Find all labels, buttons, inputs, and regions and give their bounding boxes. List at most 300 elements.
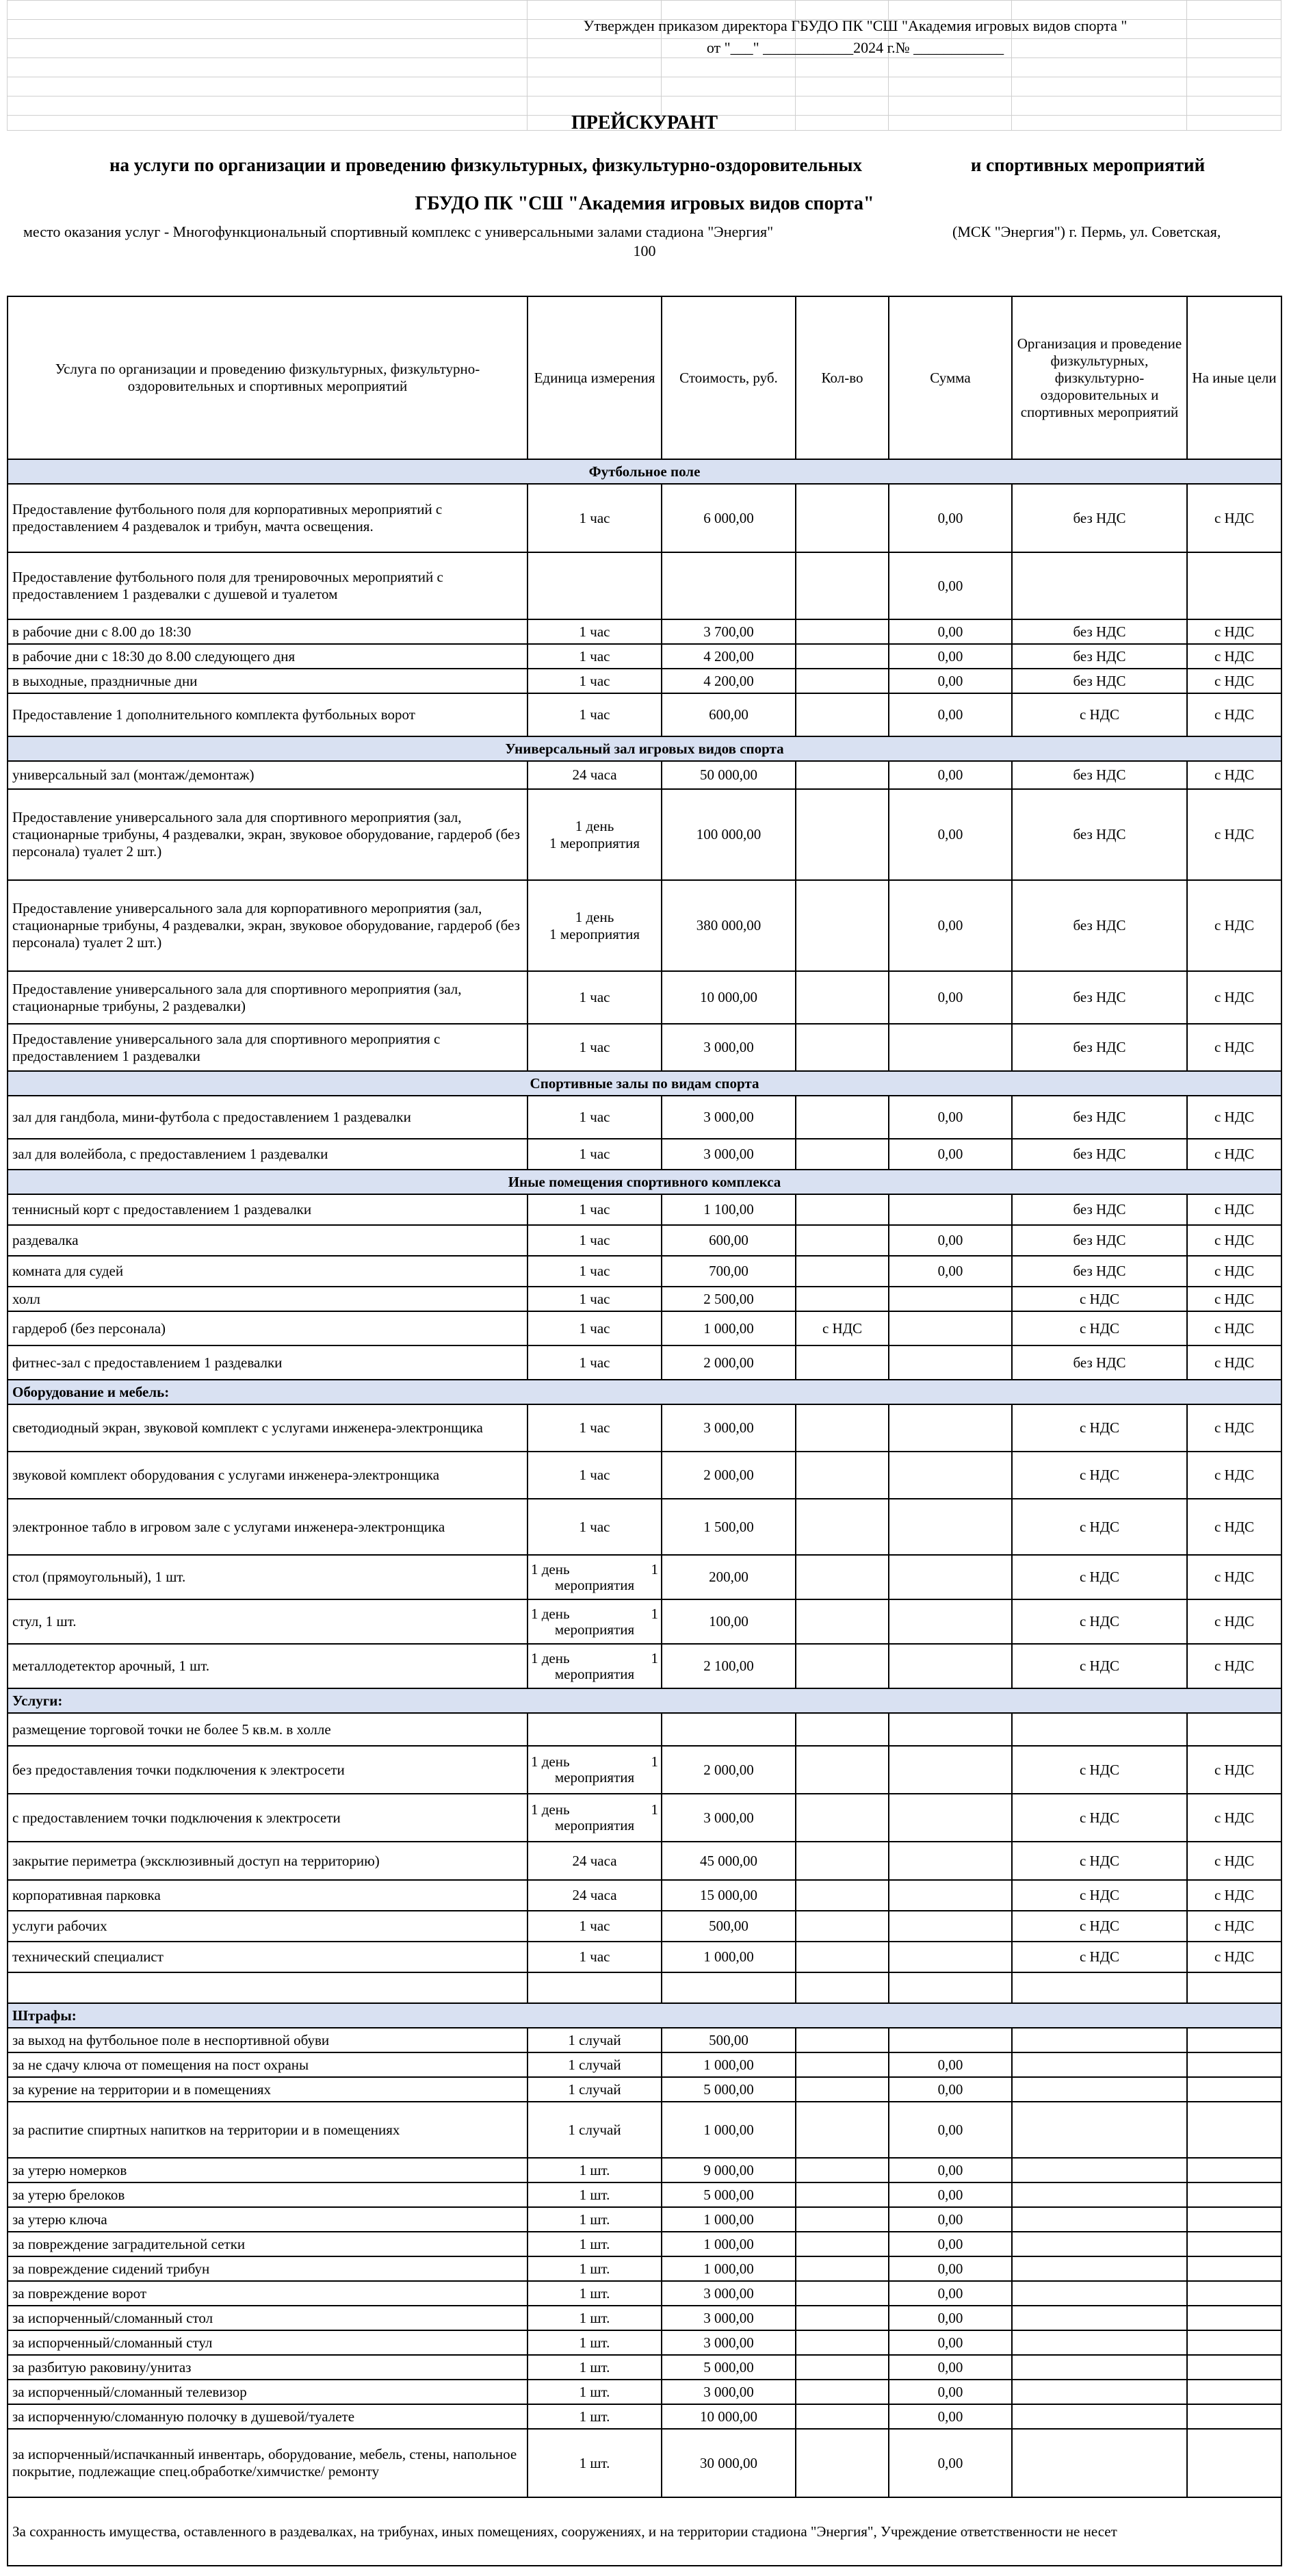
- cell-price: 15 000,00: [662, 1880, 796, 1911]
- cell-org: [1012, 2380, 1187, 2404]
- cell-name: зал для гандбола, мини-футбола с предоставлением 1 раздевалки: [8, 1096, 528, 1139]
- cell-other: с НДС: [1187, 1644, 1281, 1688]
- cell-price: 4 200,00: [662, 669, 796, 693]
- cell-org: [1012, 2306, 1187, 2330]
- cell-qty: [796, 1139, 889, 1170]
- cell-other: с НДС: [1187, 1404, 1281, 1452]
- cell-unit: 24 часа: [528, 761, 662, 789]
- cell-price: 5 000,00: [662, 2355, 796, 2380]
- cell-qty: [796, 1713, 889, 1746]
- cell-qty: [796, 789, 889, 880]
- cell-other: с НДС: [1187, 1194, 1281, 1225]
- cell-name: за утерю брелоков: [8, 2182, 528, 2207]
- table-row: [8, 2256, 1281, 2281]
- cell-name: гардероб (без персонала): [8, 1311, 528, 1345]
- cell-unit: 24 часа: [528, 1880, 662, 1911]
- cell-other: с НДС: [1187, 1746, 1281, 1794]
- table-row: [8, 1880, 1281, 1911]
- cell-qty: [796, 669, 889, 693]
- cell-qty: [796, 2380, 889, 2404]
- cell-org: без НДС: [1012, 484, 1187, 552]
- cell-qty: [796, 1599, 889, 1644]
- place-line-1: место оказания услуг - Многофункциональный спортивный комплекс с универсальными залами стадиона "Энергия": [23, 223, 774, 240]
- cell-other: с НДС: [1187, 761, 1281, 789]
- cell-name: за испорченный/сломанный стул: [8, 2330, 528, 2355]
- cell-sum: 0,00: [889, 2102, 1012, 2158]
- cell-other: [1187, 2306, 1281, 2330]
- table-row: [8, 1555, 1281, 1599]
- cell-unit: [528, 1972, 662, 2003]
- cell-other: с НДС: [1187, 1452, 1281, 1499]
- cell-sum: [889, 1713, 1012, 1746]
- cell-other: с НДС: [1187, 1139, 1281, 1170]
- cell-sum: [889, 2028, 1012, 2052]
- cell-sum: 0,00: [889, 1256, 1012, 1287]
- cell-other: [1187, 2355, 1281, 2380]
- cell-sum: 0,00: [889, 2306, 1012, 2330]
- cell-sum: 0,00: [889, 669, 1012, 693]
- cell-price: 9 000,00: [662, 2158, 796, 2182]
- table-row: [8, 1499, 1281, 1555]
- cell-price: 2 000,00: [662, 1746, 796, 1794]
- cell-price: 4 200,00: [662, 644, 796, 669]
- cell-name: в рабочие дни с 8.00 до 18:30: [8, 619, 528, 644]
- table-row: [8, 1452, 1281, 1499]
- cell-sum: 0,00: [889, 789, 1012, 880]
- cell-org: [1012, 2158, 1187, 2182]
- cell-name: Предоставление футбольного поля для тренировочных мероприятий с предоставлением 1 раздевалки с душевой и туалетом: [8, 552, 528, 619]
- cell-sum: 0,00: [889, 2281, 1012, 2306]
- table-row: [8, 2404, 1281, 2429]
- cell-sum: [889, 1942, 1012, 1972]
- cell-price: 1 000,00: [662, 2232, 796, 2256]
- cell-org: [1012, 552, 1187, 619]
- cell-price: 500,00: [662, 2028, 796, 2052]
- cell-other: [1187, 2158, 1281, 2182]
- cell-sum: 0,00: [889, 2182, 1012, 2207]
- cell-price: 1 000,00: [662, 2102, 796, 2158]
- cell-sum: 0,00: [889, 2077, 1012, 2102]
- cell-org: с НДС: [1012, 1794, 1187, 1842]
- cell-name: за не сдачу ключа от помещения на пост охраны: [8, 2052, 528, 2077]
- cell-name: фитнес-зал с предоставлением 1 раздевалки: [8, 1345, 528, 1380]
- cell-qty: [796, 761, 889, 789]
- cell-name: за утерю номерков: [8, 2158, 528, 2182]
- cell-name: за повреждение сидений трибун: [8, 2256, 528, 2281]
- cell-unit: 1 день 1 мероприятия: [528, 1746, 662, 1794]
- cell-qty: [796, 2306, 889, 2330]
- cell-other: с НДС: [1187, 1345, 1281, 1380]
- cell-name: Предоставление универсального зала для спортивного мероприятия (зал, стационарные трибуны, 4 раздевалки, экран, звуковое оборудование, гардероб (без персонала) туалет 2 шт.): [8, 789, 528, 880]
- cell-name: Предоставление футбольного поля для корпоративных мероприятий с предоставлением 4 раздевалок и трибун, мачта освещения.: [8, 484, 528, 552]
- cell-other: с НДС: [1187, 1942, 1281, 1972]
- table-row: [8, 1911, 1281, 1942]
- section-header: [8, 459, 1281, 484]
- cell-unit: 1 час: [528, 1404, 662, 1452]
- table-row: [8, 669, 1281, 693]
- cell-price: 3 000,00: [662, 2380, 796, 2404]
- cell-price: [662, 1713, 796, 1746]
- cell-unit: 1 час: [528, 1256, 662, 1287]
- cell-name: Предоставление 1 дополнительного комплекта футбольных ворот: [8, 693, 528, 736]
- cell-org: без НДС: [1012, 1225, 1187, 1256]
- table-row: [8, 2182, 1281, 2207]
- cell-price: 3 000,00: [662, 1794, 796, 1842]
- cell-org: без НДС: [1012, 669, 1187, 693]
- cell-other: [1187, 2182, 1281, 2207]
- cell-sum: [889, 1794, 1012, 1842]
- cell-sum: 0,00: [889, 1096, 1012, 1139]
- cell-org: [1012, 2256, 1187, 2281]
- cell-qty: [796, 1096, 889, 1139]
- cell-name: Предоставление универсального зала для спортивного мероприятия (зал, стационарные трибуны, 2 раздевалки): [8, 971, 528, 1024]
- table-row: [8, 2306, 1281, 2330]
- table-row: [8, 644, 1281, 669]
- cell-unit: 1 час: [528, 1452, 662, 1499]
- cell-qty: [796, 1555, 889, 1599]
- cell-sum: 0,00: [889, 2380, 1012, 2404]
- cell-sum: [889, 1972, 1012, 2003]
- cell-price: [662, 552, 796, 619]
- cell-unit: 1 день 1 мероприятия: [528, 1555, 662, 1599]
- cell-org: с НДС: [1012, 1499, 1187, 1555]
- cell-sum: [889, 1842, 1012, 1880]
- cell-other: [1187, 2380, 1281, 2404]
- cell-org: без НДС: [1012, 1256, 1187, 1287]
- cell-qty: [796, 1746, 889, 1794]
- cell-unit: 1 шт.: [528, 2256, 662, 2281]
- cell-unit: 1 шт.: [528, 2355, 662, 2380]
- cell-qty: [796, 1345, 889, 1380]
- cell-other: с НДС: [1187, 693, 1281, 736]
- cell-price: 3 700,00: [662, 619, 796, 644]
- cell-name: технический специалист: [8, 1942, 528, 1972]
- cell-org: без НДС: [1012, 789, 1187, 880]
- cell-unit: 1 шт.: [528, 2182, 662, 2207]
- section-title: Штрафы:: [8, 2003, 1281, 2028]
- cell-price: 600,00: [662, 693, 796, 736]
- table-row: [8, 2102, 1281, 2158]
- cell-price: 3 000,00: [662, 2330, 796, 2355]
- cell-unit: 1 день 1 мероприятия: [528, 789, 662, 880]
- cell-other: с НДС: [1187, 971, 1281, 1024]
- cell-sum: 0,00: [889, 2232, 1012, 2256]
- cell-unit: 1 шт.: [528, 2404, 662, 2429]
- footnote-row: [8, 2497, 1281, 2566]
- cell-unit: 1 час: [528, 1311, 662, 1345]
- cell-qty: [796, 2102, 889, 2158]
- cell-qty: [796, 2256, 889, 2281]
- cell-sum: [889, 1746, 1012, 1794]
- cell-qty: [796, 1842, 889, 1880]
- cell-price: 1 000,00: [662, 2052, 796, 2077]
- cell-sum: [889, 1499, 1012, 1555]
- cell-name: за испорченный/сломанный телевизор: [8, 2380, 528, 2404]
- cell-other: [1187, 552, 1281, 619]
- cell-name: услуги рабочих: [8, 1911, 528, 1942]
- cell-other: [1187, 2077, 1281, 2102]
- footnote: За сохранность имущества, оставленного в раздевалках, на трибунах, иных помещениях, сооружениях, и на территории стадиона "Энергия", Учреждение ответственности не несет: [8, 2497, 1281, 2566]
- cell-qty: [796, 2052, 889, 2077]
- cell-price: 1 000,00: [662, 2256, 796, 2281]
- table-row: [8, 1599, 1281, 1644]
- cell-qty: [796, 2077, 889, 2102]
- doc-subtitle-1: на услуги по организации и проведению физкультурных, физкультурно-оздоровительных: [109, 155, 862, 175]
- cell-other: с НДС: [1187, 1311, 1281, 1345]
- cell-price: 3 000,00: [662, 1404, 796, 1452]
- cell-price: 45 000,00: [662, 1842, 796, 1880]
- cell-org: с НДС: [1012, 1311, 1187, 1345]
- cell-sum: 0,00: [889, 2158, 1012, 2182]
- cell-unit: 1 день 1 мероприятия: [528, 1644, 662, 1688]
- cell-other: [1187, 2330, 1281, 2355]
- cell-sum: 0,00: [889, 2207, 1012, 2232]
- cell-org: [1012, 2232, 1187, 2256]
- cell-price: 3 000,00: [662, 2306, 796, 2330]
- section-title: Универсальный зал игровых видов спорта: [8, 736, 1281, 761]
- cell-unit: 1 случай: [528, 2102, 662, 2158]
- table-row: [8, 2077, 1281, 2102]
- section-header: [8, 1071, 1281, 1096]
- cell-qty: [796, 880, 889, 971]
- cell-name: корпоративная парковка: [8, 1880, 528, 1911]
- cell-name: раздевалка: [8, 1225, 528, 1256]
- cell-qty: [796, 971, 889, 1024]
- cell-price: 1 100,00: [662, 1194, 796, 1225]
- section-header: [8, 1170, 1281, 1194]
- cell-other: [1187, 2207, 1281, 2232]
- place-line-3: 100: [633, 242, 656, 259]
- cell-other: с НДС: [1187, 1256, 1281, 1287]
- table-row: [8, 2052, 1281, 2077]
- cell-unit: 1 час: [528, 1345, 662, 1380]
- cell-qty: [796, 1287, 889, 1311]
- cell-org: [1012, 2182, 1187, 2207]
- cell-qty: [796, 644, 889, 669]
- cell-qty: [796, 2281, 889, 2306]
- cell-other: с НДС: [1187, 1911, 1281, 1942]
- section-title: Спортивные залы по видам спорта: [8, 1071, 1281, 1096]
- cell-name: универсальный зал (монтаж/демонтаж): [8, 761, 528, 789]
- table-row: [8, 552, 1281, 619]
- cell-sum: [889, 1599, 1012, 1644]
- cell-org: [1012, 2028, 1187, 2052]
- cell-other: [1187, 2102, 1281, 2158]
- cell-qty: [796, 1194, 889, 1225]
- cell-org: [1012, 2355, 1187, 2380]
- table-row: [8, 2429, 1281, 2497]
- cell-sum: 0,00: [889, 2429, 1012, 2497]
- cell-org: [1012, 1972, 1187, 2003]
- cell-price: 3 000,00: [662, 1024, 796, 1071]
- cell-name: с предоставлением точки подключения к электросети: [8, 1794, 528, 1842]
- section-header: [8, 1380, 1281, 1404]
- cell-name: комната для судей: [8, 1256, 528, 1287]
- approval-line-1: Утвержден приказом директора ГБУДО ПК "СШ "Академия игровых видов спорта ": [583, 17, 1128, 34]
- cell-name: [8, 1972, 528, 2003]
- section-title: Футбольное поле: [8, 459, 1281, 484]
- place-line-2: (МСК "Энергия") г. Пермь, ул. Советская,: [952, 223, 1221, 240]
- cell-qty: [796, 1911, 889, 1942]
- cell-org: без НДС: [1012, 644, 1187, 669]
- cell-other: [1187, 2429, 1281, 2497]
- table-row: [8, 1225, 1281, 1256]
- table-row: [8, 971, 1281, 1024]
- cell-name: за испорченную/сломанную полочку в душевой/туалете: [8, 2404, 528, 2429]
- cell-org: без НДС: [1012, 971, 1187, 1024]
- cell-org: с НДС: [1012, 1942, 1187, 1972]
- table-row: [8, 1746, 1281, 1794]
- table-row: [8, 2330, 1281, 2355]
- cell-sum: 0,00: [889, 644, 1012, 669]
- cell-name: за испорченный/испачканный инвентарь, оборудование, мебель, стены, напольное покрытие, подлежащие спец.обработке/химчистке/ ремонту: [8, 2429, 528, 2497]
- cell-name: Предоставление универсального зала для спортивного мероприятия с предоставлением 1 раздевалки: [8, 1024, 528, 1071]
- cell-sum: [889, 1880, 1012, 1911]
- cell-name: в выходные, праздничные дни: [8, 669, 528, 693]
- cell-unit: 1 час: [528, 644, 662, 669]
- cell-sum: 0,00: [889, 971, 1012, 1024]
- cell-other: с НДС: [1187, 1555, 1281, 1599]
- cell-org: с НДС: [1012, 1287, 1187, 1311]
- cell-name: электронное табло в игровом зале с услугами инженера-электронщика: [8, 1499, 528, 1555]
- cell-other: [1187, 2052, 1281, 2077]
- price-table: [7, 296, 1282, 2566]
- cell-name: за курение на территории и в помещениях: [8, 2077, 528, 2102]
- cell-qty: [796, 1404, 889, 1452]
- cell-name: светодиодный экран, звуковой комплект с услугами инженера-электронщика: [8, 1404, 528, 1452]
- cell-price: 2 500,00: [662, 1287, 796, 1311]
- cell-org: без НДС: [1012, 880, 1187, 971]
- cell-name: за утерю ключа: [8, 2207, 528, 2232]
- cell-name: холл: [8, 1287, 528, 1311]
- cell-price: 600,00: [662, 1225, 796, 1256]
- cell-name: звуковой комплект оборудования с услугами инженера-электронщика: [8, 1452, 528, 1499]
- cell-unit: 1 день 1 мероприятия: [528, 880, 662, 971]
- cell-price: 1 000,00: [662, 1942, 796, 1972]
- cell-unit: 1 случай: [528, 2052, 662, 2077]
- cell-other: с НДС: [1187, 1499, 1281, 1555]
- cell-name: в рабочие дни с 18:30 до 8.00 следующего дня: [8, 644, 528, 669]
- cell-org: с НДС: [1012, 1911, 1187, 1942]
- cell-price: 380 000,00: [662, 880, 796, 971]
- cell-qty: [796, 1942, 889, 1972]
- cell-unit: 1 час: [528, 1024, 662, 1071]
- table-row: [8, 484, 1281, 552]
- table-row: [8, 789, 1281, 880]
- table-row: [8, 1942, 1281, 1972]
- table-row: [8, 693, 1281, 736]
- table-row: [8, 1794, 1281, 1842]
- cell-other: с НДС: [1187, 880, 1281, 971]
- cell-org: [1012, 2281, 1187, 2306]
- doc-title: ПРЕЙСКУРАНТ: [571, 112, 718, 133]
- cell-unit: 1 шт.: [528, 2281, 662, 2306]
- cell-unit: 1 день 1 мероприятия: [528, 1599, 662, 1644]
- cell-unit: 1 час: [528, 971, 662, 1024]
- cell-sum: 0,00: [889, 552, 1012, 619]
- cell-price: 3 000,00: [662, 2281, 796, 2306]
- approval-line-2: от "___" ____________2024 г.№ ____________: [706, 39, 1004, 56]
- cell-price: 50 000,00: [662, 761, 796, 789]
- cell-unit: 1 шт.: [528, 2330, 662, 2355]
- cell-qty: [796, 1972, 889, 2003]
- doc-subtitle-2: и спортивных мероприятий: [970, 155, 1206, 175]
- table-row: [8, 1287, 1281, 1311]
- cell-unit: 1 час: [528, 1911, 662, 1942]
- table-row: [8, 2232, 1281, 2256]
- cell-other: с НДС: [1187, 484, 1281, 552]
- table-row: [8, 1404, 1281, 1452]
- table-row: [8, 2158, 1281, 2182]
- cell-sum: [889, 1452, 1012, 1499]
- section-title: Оборудование и мебель:: [8, 1380, 1281, 1404]
- table-row: [8, 1311, 1281, 1345]
- cell-name: закрытие периметра (эксклюзивный доступ на территорию): [8, 1842, 528, 1880]
- table-row: [8, 2355, 1281, 2380]
- table-row: [8, 1345, 1281, 1380]
- cell-name: за распитие спиртных напитков на территории и в помещениях: [8, 2102, 528, 2158]
- cell-name: за разбитую раковину/унитаз: [8, 2355, 528, 2380]
- cell-org: [1012, 2102, 1187, 2158]
- cell-name: стул, 1 шт.: [8, 1599, 528, 1644]
- cell-unit: 1 шт.: [528, 2207, 662, 2232]
- cell-other: [1187, 2256, 1281, 2281]
- table-row: [8, 1972, 1281, 2003]
- cell-org: без НДС: [1012, 1345, 1187, 1380]
- cell-price: 5 000,00: [662, 2182, 796, 2207]
- cell-sum: 0,00: [889, 693, 1012, 736]
- cell-sum: 0,00: [889, 880, 1012, 971]
- table-row: [8, 1713, 1281, 1746]
- cell-other: с НДС: [1187, 1599, 1281, 1644]
- cell-name: за испорченный/сломанный стол: [8, 2306, 528, 2330]
- cell-unit: 1 случай: [528, 2028, 662, 2052]
- cell-org: без НДС: [1012, 1194, 1187, 1225]
- cell-price: 2 000,00: [662, 1345, 796, 1380]
- cell-price: 6 000,00: [662, 484, 796, 552]
- cell-sum: [889, 1194, 1012, 1225]
- cell-qty: [796, 1644, 889, 1688]
- table-row: [8, 2380, 1281, 2404]
- cell-unit: 1 час: [528, 1942, 662, 1972]
- cell-qty: [796, 2404, 889, 2429]
- table-row: [8, 1842, 1281, 1880]
- cell-sum: 0,00: [889, 484, 1012, 552]
- cell-qty: [796, 2182, 889, 2207]
- cell-qty: [796, 2355, 889, 2380]
- cell-unit: 24 часа: [528, 1842, 662, 1880]
- cell-unit: 1 шт.: [528, 2158, 662, 2182]
- cell-qty: [796, 552, 889, 619]
- cell-unit: 1 день 1 мероприятия: [528, 1794, 662, 1842]
- section-title: Иные помещения спортивного комплекса: [8, 1170, 1281, 1194]
- col-sum: Сумма: [889, 296, 1012, 459]
- cell-price: [662, 1972, 796, 2003]
- cell-price: 3 000,00: [662, 1139, 796, 1170]
- cell-price: 10 000,00: [662, 971, 796, 1024]
- cell-other: [1187, 1713, 1281, 1746]
- cell-unit: 1 час: [528, 1225, 662, 1256]
- cell-sum: [889, 1555, 1012, 1599]
- table-row: [8, 1644, 1281, 1688]
- table-row: [8, 2028, 1281, 2052]
- cell-other: с НДС: [1187, 1024, 1281, 1071]
- cell-qty: [796, 484, 889, 552]
- cell-sum: [889, 1287, 1012, 1311]
- cell-qty: [796, 2158, 889, 2182]
- cell-unit: 1 шт.: [528, 2380, 662, 2404]
- cell-org: без НДС: [1012, 761, 1187, 789]
